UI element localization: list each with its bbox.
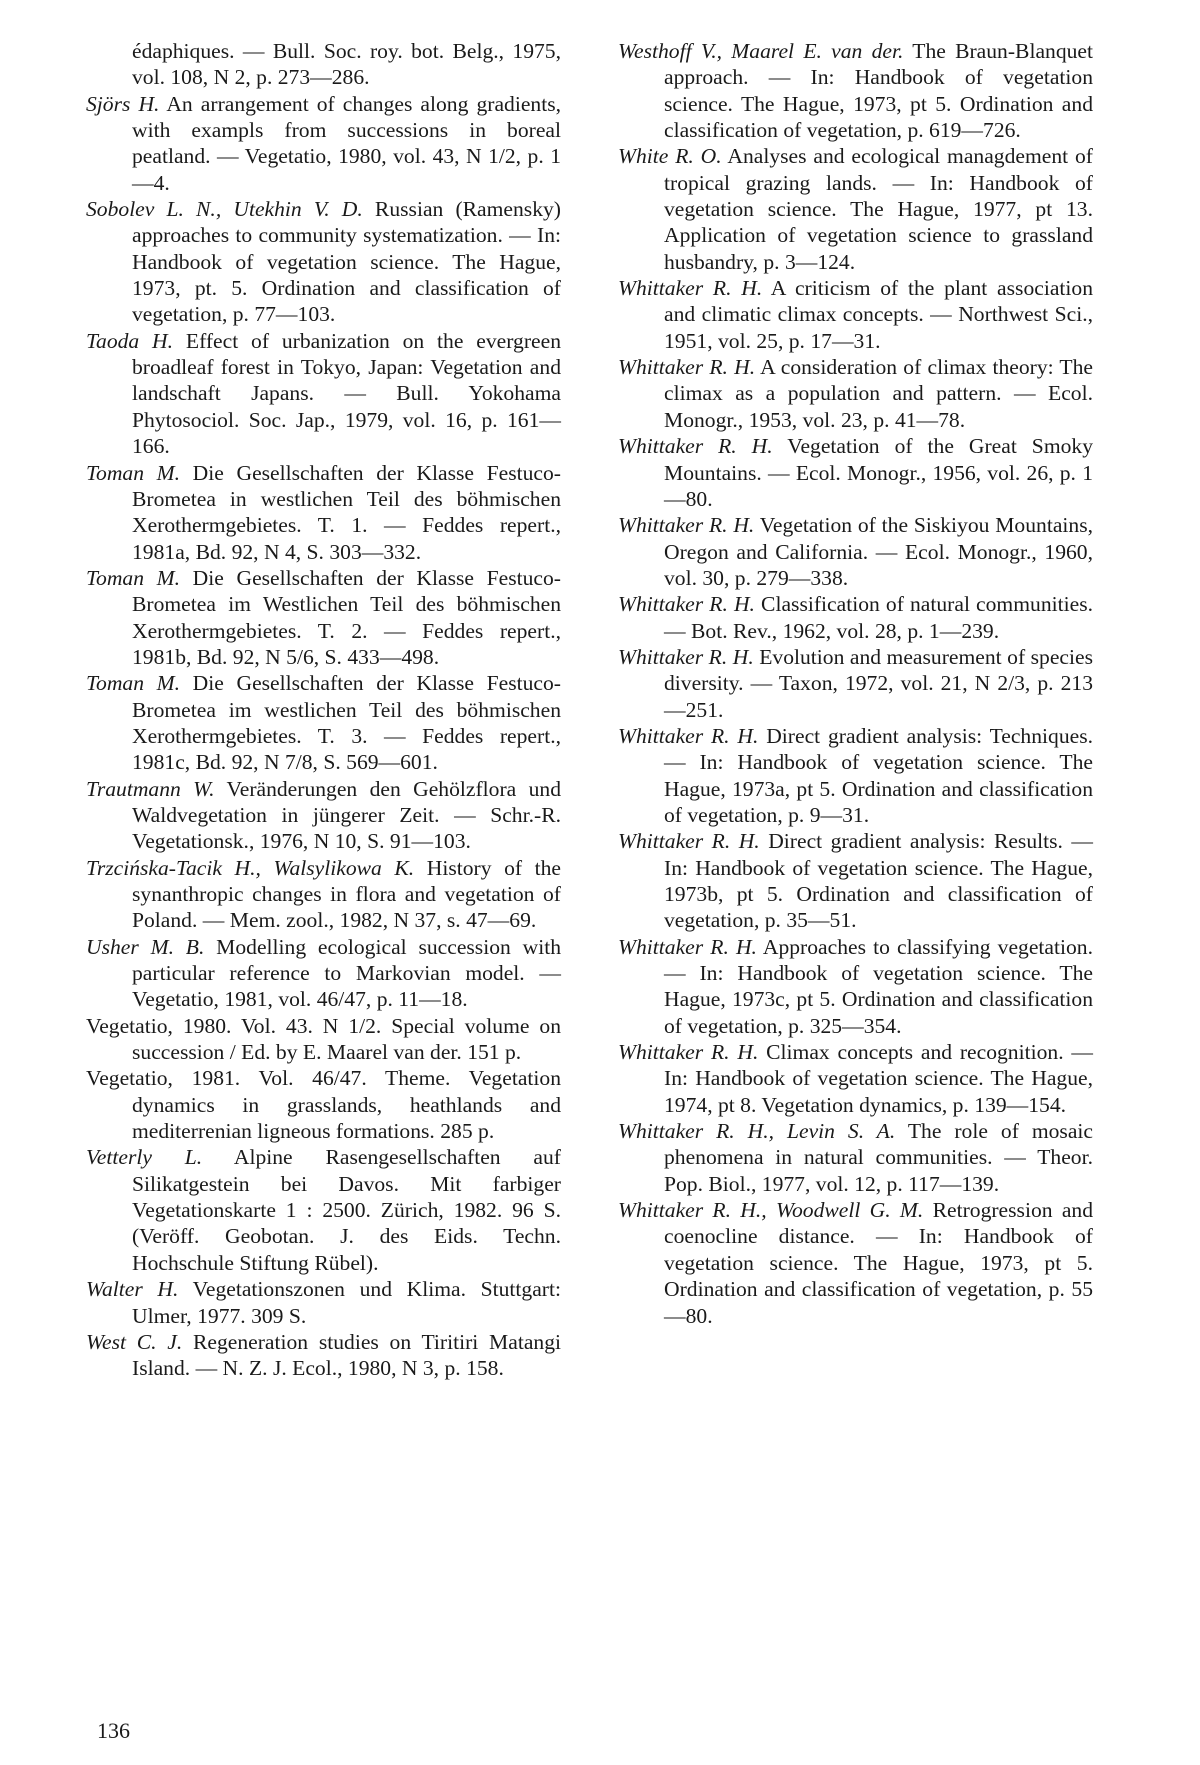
reference-entry [86,670,561,775]
reference-author: Trautmann W. [86,776,215,801]
reference-author: Usher M. B. [86,934,205,959]
reference-author: West C. J. [86,1329,183,1354]
reference-author: Toman M. [86,460,181,485]
reference-author: White R. O. [618,144,722,169]
reference-entry [618,433,1093,512]
reference-text: An arrangement of changes along gradients, with exampls from successions in boreal peatland. — Vegetatio, 1980, vol. 43, N 1/2, p. 1—4. [132,91,562,195]
reference-column-left [86,38,561,1382]
reference-author: Toman M. [86,565,181,590]
reference-entry [618,1118,1093,1197]
reference-text: Approaches to classifying vegetation. — In: Handbook of vegetation science. The Hague, 1973c, pt 5. Ordination and classification of vegetation, p. 325—354. [664,934,1093,1038]
reference-entry [86,460,561,565]
reference-entry [86,1329,561,1382]
reference-author: Whittaker R. H. [618,829,760,854]
reference-text: Retrogression and coenocline distance. — In: Handbook of vegetation science. The Hague, 1973, pt 5. Ordination and classification of vegetation, p. 55—80. [664,1198,1094,1328]
reference-text: Climax concepts and recognition. — In: Handbook of vegetation science. The Hague, 1974, pt 8. Vegetation dynamics, p. 139—154. [664,1040,1093,1117]
reference-text: Vegetationszonen und Klima. Stuttgart: Ulmer, 1977. 309 S. [132,1277,561,1328]
reference-text: Regeneration studies on Tiritiri Matangi Island. — N. Z. J. Ecol., 1980, N 3, p. 158. [132,1329,561,1381]
reference-text: Die Gesellschaften der Klasse Festuco-Brometea im westlichen Teil des böhmischen Xerothermgebietes. T. 3. — Feddes repert., 1981c, Bd. 92, N 7/8, S. 569—601. [132,671,561,775]
page-number: 136 [97,1718,130,1743]
reference-text: Vegetation of the Great Smoky Mountains. — Ecol. Monogr., 1956, vol. 26, p. 1—80. [664,434,1094,511]
reference-author: Westhoff V., Maarel E. van der. [618,39,904,63]
reference-text: Vegetatio, 1981. Vol. 46/47. Theme. Vegetation dynamics in grasslands, heathlands and mediterrenian ligneous formations. 285 p. [86,1066,561,1144]
reference-entry [86,1013,561,1066]
reference-author: Whittaker R. H., Woodwell G. M. [618,1198,924,1223]
reference-entry [618,723,1093,828]
reference-author: Whittaker R. H. [618,1040,759,1065]
reference-text: History of the synanthropic changes in flora and vegetation of Poland. — Mem. zool., 1982, N 37, s. 47—69. [132,855,561,933]
reference-author: Whittaker R. H. [618,513,755,538]
reference-author: Whittaker R. H. [618,355,756,380]
reference-entry [618,512,1093,591]
reference-author: Whittaker R. H., Levin S. A. [618,1119,896,1144]
reference-text: The role of mosaic phenomena in natural communities. — Theor. Pop. Biol., 1977, vol. 12, p. 117—139. [664,1119,1094,1196]
reference-entry [618,38,1093,143]
reference-entry [618,143,1093,275]
reference-text: The Braun-Blanquet approach. — In: Handbook of vegetation science. The Hague, 1973, pt 5. Ordination and classification of vegetation, p. 619—726. [664,39,1094,143]
reference-text: Direct gradient analysis: Techniques. — In: Handbook of vegetation science. The Hague, 1973a, pt 5. Ordination and classification of vegetation, p. 9—31. [664,723,1093,827]
reference-entry [618,934,1093,1039]
reference-entry [86,1276,561,1329]
reference-text: Classification of natural communities. — Bot. Rev., 1962, vol. 28, p. 1—239. [664,592,1094,643]
reference-text: A consideration of climax theory: The climax as a population and pattern. — Ecol. Monogr., 1953, vol. 23, p. 41—78. [664,355,1093,432]
reference-author: Sobolev L. N., Utekhin V. D. [86,197,363,222]
reference-entry [86,196,561,328]
reference-author: Walter H. [86,1277,179,1302]
reference-author: Taoda H. [86,328,174,353]
reference-author: Vetterly L. [86,1145,203,1170]
reference-column-right [618,38,1093,1329]
reference-entry [86,934,561,1013]
reference-author: Whittaker R. H. [618,644,754,669]
reference-entry [86,328,561,460]
reference-entry [618,828,1093,933]
reference-author: Whittaker R. H. [618,934,757,959]
reference-entry [86,1065,561,1144]
reference-text: Modelling ecological succession with particular reference to Markovian model. — Vegetatio, 1981, vol. 46/47, p. 11—18. [132,934,561,1012]
reference-author: Whittaker R. H. [618,276,763,301]
reference-entry [618,591,1093,644]
reference-entry [86,855,561,934]
reference-text: Veränderungen den Gehölzflora und Waldvegetation in jüngerer Zeit. — Schr.-R. Vegetationsk., 1976, N 10, S. 91—103. [132,776,561,854]
reference-text: Analyses and ecological managdement of tropical grazing lands. — In: Handbook of vegetation science. The Hague, 1977, pt 13. Application of vegetation science to grassland husbandry, p. 3—124. [664,144,1093,274]
reference-text: édaphiques. — Bull. Soc. roy. bot. Belg., 1975, vol. 108, N 2, p. 273—286. [132,39,561,90]
reference-entry [86,38,561,91]
reference-entry [86,1144,561,1276]
reference-text: Alpine Rasengesellschaften auf Silikatgestein bei Davos. Mit farbiger Vegetationskarte 1 : 2500. Zürich, 1982. 96 S. (Veröff. Geobotan. J. des Eids. Techn. Hochschule Stiftung Rübel). [132,1145,561,1275]
reference-entry [618,275,1093,354]
reference-text: Vegetatio, 1980. Vol. 43. N 1/2. Special volume on succession / Ed. by E. Maarel van der. 151 p. [86,1013,561,1065]
reference-entry [86,776,561,855]
reference-text: Effect of urbanization on the evergreen broadleaf forest in Tokyo, Japan: Vegetation and landschaft Japans. — Bull. Yokohama Phytosociol. Soc. Jap., 1979, vol. 16, p. 161—166. [132,328,561,459]
reference-text: Evolution and measurement of species diversity. — Taxon, 1972, vol. 21, N 2/3, p. 213—251. [664,644,1093,722]
reference-entry [86,565,561,670]
reference-author: Whittaker R. H. [618,434,773,459]
reference-entry [86,91,561,196]
reference-entry [618,354,1093,433]
reference-text: Vegetation of the Siskiyou Mountains, Oregon and California. — Ecol. Monogr., 1960, vol. 30, p. 279—338. [664,513,1093,590]
reference-text: Die Gesellschaften der Klasse Festuco-Brometea in westlichen Teil des böhmischen Xerothermgebietes. T. 1. — Feddes repert., 1981a, Bd. 92, N 4, S. 303—332. [132,460,561,564]
reference-text: Russian (Ramensky) approaches to community systematization. — In: Handbook of vegetation science. The Hague, 1973, pt. 5. Ordination and classification of vegetation, p. 77—103. [132,197,561,327]
reference-entry [618,1197,1093,1329]
reference-entry [618,644,1093,723]
reference-author: Whittaker R. H. [618,723,759,748]
reference-text: A criticism of the plant association and climatic climax concepts. — Northwest Sci., 1951, vol. 25, p. 17—31. [664,276,1093,353]
reference-text: Die Gesellschaften der Klasse Festuco-Brometea im Westlichen Teil des böhmischen Xerothermgebietes. T. 2. — Feddes repert., 1981b, Bd. 92, N 5/6, S. 433—498. [132,565,561,669]
reference-author: Toman M. [86,671,181,696]
reference-author: Trzcińska-Tacik H., Walsylikowa K. [86,855,415,880]
reference-author: Whittaker R. H. [618,592,755,617]
reference-text: Direct gradient analysis: Results. — In: Handbook of vegetation science. The Hague, 1973b, pt 5. Ordination and classification of vegetation, p. 35—51. [664,829,1094,933]
reference-entry [618,1039,1093,1118]
reference-author: Sjörs H. [86,91,160,116]
